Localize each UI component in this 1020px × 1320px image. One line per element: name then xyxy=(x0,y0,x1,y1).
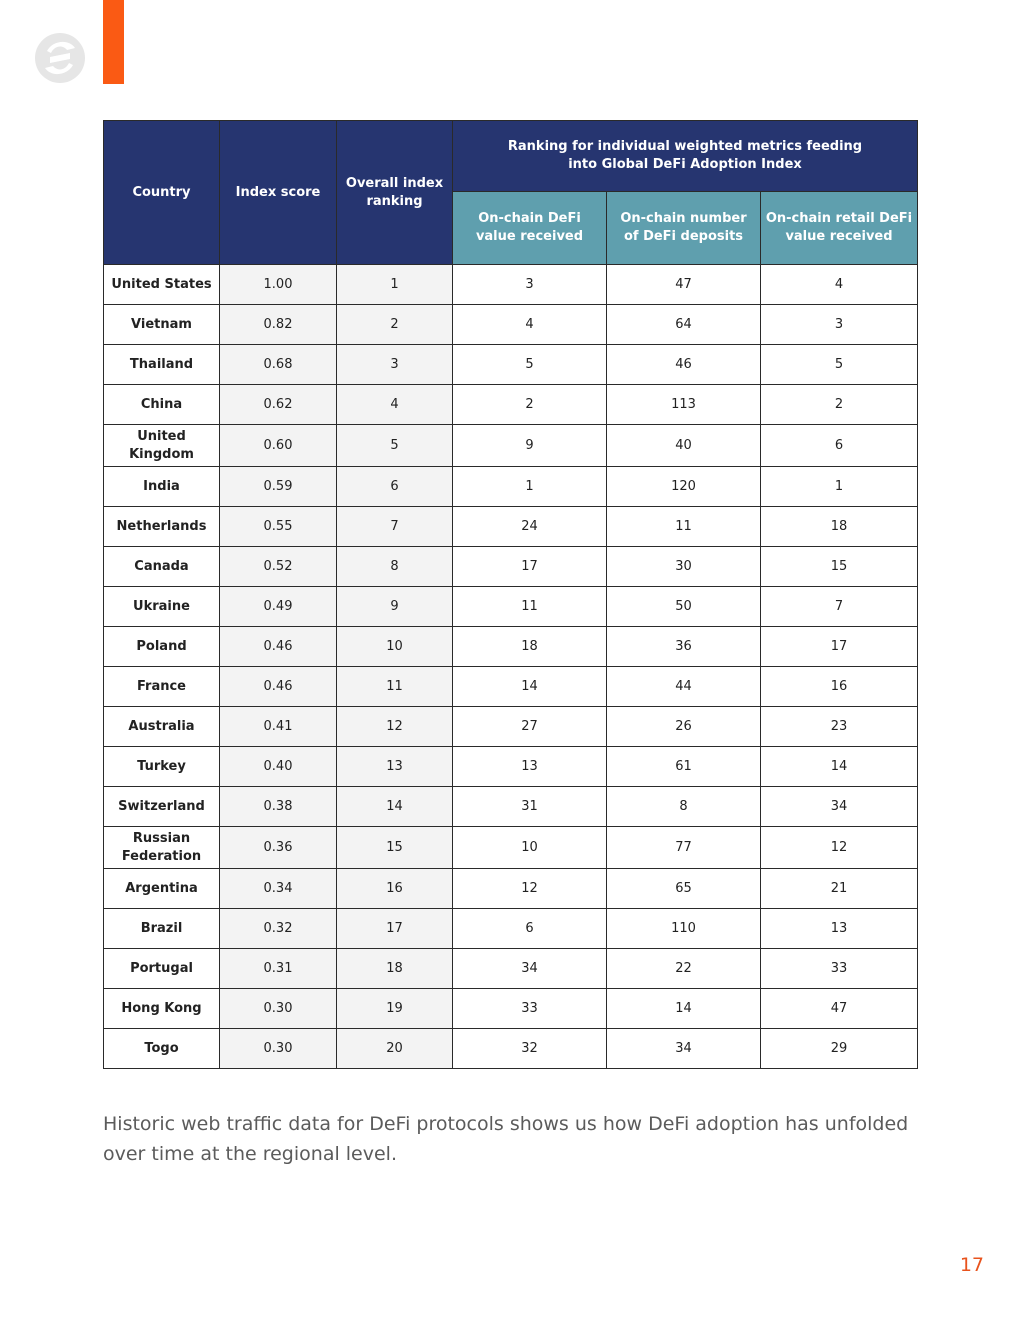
table-row xyxy=(104,587,918,627)
defi-value-rank-cell: 1 xyxy=(453,467,607,507)
defi-deposits-rank-cell: 65 xyxy=(607,869,761,909)
index-score-cell: 0.52 xyxy=(220,547,337,587)
overall-ranking-cell: 12 xyxy=(337,707,453,747)
column-header-overall-ranking: Overall index ranking xyxy=(337,121,453,265)
table-row xyxy=(104,1029,918,1069)
defi-value-rank-cell: 14 xyxy=(453,667,607,707)
country-cell: Argentina xyxy=(104,869,220,909)
defi-deposits-rank-cell: 34 xyxy=(607,1029,761,1069)
country-cell: China xyxy=(104,385,220,425)
defi-deposits-rank-cell: 14 xyxy=(607,989,761,1029)
overall-ranking-cell: 1 xyxy=(337,265,453,305)
retail-defi-rank-cell: 14 xyxy=(761,747,918,787)
table-row xyxy=(104,949,918,989)
defi-value-rank-cell: 5 xyxy=(453,345,607,385)
defi-value-rank-cell: 13 xyxy=(453,747,607,787)
country-cell: Canada xyxy=(104,547,220,587)
index-score-cell: 0.46 xyxy=(220,667,337,707)
overall-ranking-cell: 18 xyxy=(337,949,453,989)
retail-defi-rank-cell: 17 xyxy=(761,627,918,667)
index-score-cell: 0.59 xyxy=(220,467,337,507)
accent-bar xyxy=(103,0,124,84)
column-header-country: Country xyxy=(104,121,220,265)
index-score-cell: 0.41 xyxy=(220,707,337,747)
defi-deposits-rank-cell: 8 xyxy=(607,787,761,827)
retail-defi-rank-cell: 33 xyxy=(761,949,918,989)
overall-ranking-cell: 19 xyxy=(337,989,453,1029)
index-score-cell: 0.62 xyxy=(220,385,337,425)
defi-deposits-rank-cell: 26 xyxy=(607,707,761,747)
retail-defi-rank-cell: 18 xyxy=(761,507,918,547)
country-cell: Thailand xyxy=(104,345,220,385)
table-row xyxy=(104,989,918,1029)
defi-deposits-rank-cell: 30 xyxy=(607,547,761,587)
defi-deposits-rank-cell: 46 xyxy=(607,345,761,385)
defi-deposits-rank-cell: 77 xyxy=(607,827,761,869)
defi-value-rank-cell: 12 xyxy=(453,869,607,909)
defi-deposits-rank-cell: 36 xyxy=(607,627,761,667)
table-row xyxy=(104,707,918,747)
country-cell: Togo xyxy=(104,1029,220,1069)
retail-defi-rank-cell: 16 xyxy=(761,667,918,707)
defi-deposits-rank-cell: 47 xyxy=(607,265,761,305)
column-header-index-score: Index score xyxy=(220,121,337,265)
page-number: 17 xyxy=(959,1254,984,1276)
index-score-cell: 0.49 xyxy=(220,587,337,627)
defi-value-rank-cell: 32 xyxy=(453,1029,607,1069)
retail-defi-rank-cell: 13 xyxy=(761,909,918,949)
column-header-defi-value-received: On-chain DeFi value received xyxy=(453,192,607,265)
retail-defi-rank-cell: 3 xyxy=(761,305,918,345)
overall-ranking-cell: 17 xyxy=(337,909,453,949)
country-cell: Russian Federation xyxy=(104,827,220,869)
index-score-cell: 0.38 xyxy=(220,787,337,827)
defi-index-table xyxy=(103,120,918,1069)
defi-deposits-rank-cell: 22 xyxy=(607,949,761,989)
defi-value-rank-cell: 11 xyxy=(453,587,607,627)
country-cell: Australia xyxy=(104,707,220,747)
overall-ranking-cell: 15 xyxy=(337,827,453,869)
index-score-cell: 0.55 xyxy=(220,507,337,547)
table-row xyxy=(104,385,918,425)
retail-defi-rank-cell: 5 xyxy=(761,345,918,385)
overall-ranking-cell: 11 xyxy=(337,667,453,707)
table-row xyxy=(104,507,918,547)
defi-value-rank-cell: 9 xyxy=(453,425,607,467)
retail-defi-rank-cell: 34 xyxy=(761,787,918,827)
defi-value-rank-cell: 10 xyxy=(453,827,607,869)
defi-value-rank-cell: 2 xyxy=(453,385,607,425)
table-row xyxy=(104,869,918,909)
country-cell: Netherlands xyxy=(104,507,220,547)
defi-deposits-rank-cell: 113 xyxy=(607,385,761,425)
defi-value-rank-cell: 4 xyxy=(453,305,607,345)
country-cell: Vietnam xyxy=(104,305,220,345)
defi-deposits-rank-cell: 110 xyxy=(607,909,761,949)
column-header-retail-defi-value: On-chain retail DeFi value received xyxy=(761,192,918,265)
overall-ranking-cell: 14 xyxy=(337,787,453,827)
table-row xyxy=(104,345,918,385)
defi-deposits-rank-cell: 120 xyxy=(607,467,761,507)
overall-ranking-cell: 13 xyxy=(337,747,453,787)
overall-ranking-cell: 4 xyxy=(337,385,453,425)
table-row xyxy=(104,305,918,345)
overall-ranking-cell: 2 xyxy=(337,305,453,345)
index-score-cell: 0.60 xyxy=(220,425,337,467)
defi-value-rank-cell: 3 xyxy=(453,265,607,305)
table-row xyxy=(104,747,918,787)
index-score-cell: 0.30 xyxy=(220,1029,337,1069)
table-row xyxy=(104,547,918,587)
overall-ranking-cell: 16 xyxy=(337,869,453,909)
retail-defi-rank-cell: 4 xyxy=(761,265,918,305)
index-score-cell: 0.32 xyxy=(220,909,337,949)
defi-value-rank-cell: 24 xyxy=(453,507,607,547)
defi-deposits-rank-cell: 44 xyxy=(607,667,761,707)
index-score-cell: 0.31 xyxy=(220,949,337,989)
table-row xyxy=(104,909,918,949)
country-cell: Switzerland xyxy=(104,787,220,827)
defi-deposits-rank-cell: 61 xyxy=(607,747,761,787)
table-row xyxy=(104,667,918,707)
table-row xyxy=(104,467,918,507)
country-cell: United Kingdom xyxy=(104,425,220,467)
index-score-cell: 0.30 xyxy=(220,989,337,1029)
country-cell: Hong Kong xyxy=(104,989,220,1029)
defi-value-rank-cell: 6 xyxy=(453,909,607,949)
table-body xyxy=(104,265,918,1069)
country-cell: United States xyxy=(104,265,220,305)
retail-defi-rank-cell: 2 xyxy=(761,385,918,425)
overall-ranking-cell: 5 xyxy=(337,425,453,467)
retail-defi-rank-cell: 7 xyxy=(761,587,918,627)
overall-ranking-cell: 8 xyxy=(337,547,453,587)
retail-defi-rank-cell: 23 xyxy=(761,707,918,747)
country-cell: Ukraine xyxy=(104,587,220,627)
defi-value-rank-cell: 34 xyxy=(453,949,607,989)
overall-ranking-cell: 9 xyxy=(337,587,453,627)
defi-deposits-rank-cell: 64 xyxy=(607,305,761,345)
retail-defi-rank-cell: 12 xyxy=(761,827,918,869)
country-cell: France xyxy=(104,667,220,707)
defi-value-rank-cell: 33 xyxy=(453,989,607,1029)
retail-defi-rank-cell: 21 xyxy=(761,869,918,909)
overall-ranking-cell: 7 xyxy=(337,507,453,547)
index-score-cell: 0.68 xyxy=(220,345,337,385)
country-cell: Poland xyxy=(104,627,220,667)
retail-defi-rank-cell: 47 xyxy=(761,989,918,1029)
index-score-cell: 0.82 xyxy=(220,305,337,345)
overall-ranking-cell: 6 xyxy=(337,467,453,507)
table-row xyxy=(104,827,918,869)
defi-deposits-rank-cell: 11 xyxy=(607,507,761,547)
country-cell: India xyxy=(104,467,220,507)
overall-ranking-cell: 3 xyxy=(337,345,453,385)
index-score-cell: 0.40 xyxy=(220,747,337,787)
defi-value-rank-cell: 27 xyxy=(453,707,607,747)
overall-ranking-cell: 20 xyxy=(337,1029,453,1069)
retail-defi-rank-cell: 6 xyxy=(761,425,918,467)
column-header-defi-deposits: On-chain number of DeFi deposits xyxy=(607,192,761,265)
retail-defi-rank-cell: 1 xyxy=(761,467,918,507)
retail-defi-rank-cell: 15 xyxy=(761,547,918,587)
chainalysis-logo-icon xyxy=(33,31,87,85)
body-paragraph: Historic web traffic data for DeFi protocols shows us how DeFi adoption has unfolded over time at the regional level. xyxy=(103,1113,909,1165)
column-group-header: Ranking for individual weighted metrics feeding into Global DeFi Adoption Index xyxy=(453,121,918,192)
index-score-cell: 0.34 xyxy=(220,869,337,909)
table-row xyxy=(104,627,918,667)
table-row xyxy=(104,425,918,467)
defi-deposits-rank-cell: 50 xyxy=(607,587,761,627)
country-cell: Brazil xyxy=(104,909,220,949)
index-score-cell: 1.00 xyxy=(220,265,337,305)
index-score-cell: 0.36 xyxy=(220,827,337,869)
defi-value-rank-cell: 31 xyxy=(453,787,607,827)
overall-ranking-cell: 10 xyxy=(337,627,453,667)
retail-defi-rank-cell: 29 xyxy=(761,1029,918,1069)
index-score-cell: 0.46 xyxy=(220,627,337,667)
defi-deposits-rank-cell: 40 xyxy=(607,425,761,467)
table-row xyxy=(104,265,918,305)
table-row xyxy=(104,787,918,827)
defi-value-rank-cell: 17 xyxy=(453,547,607,587)
defi-value-rank-cell: 18 xyxy=(453,627,607,667)
country-cell: Portugal xyxy=(104,949,220,989)
country-cell: Turkey xyxy=(104,747,220,787)
